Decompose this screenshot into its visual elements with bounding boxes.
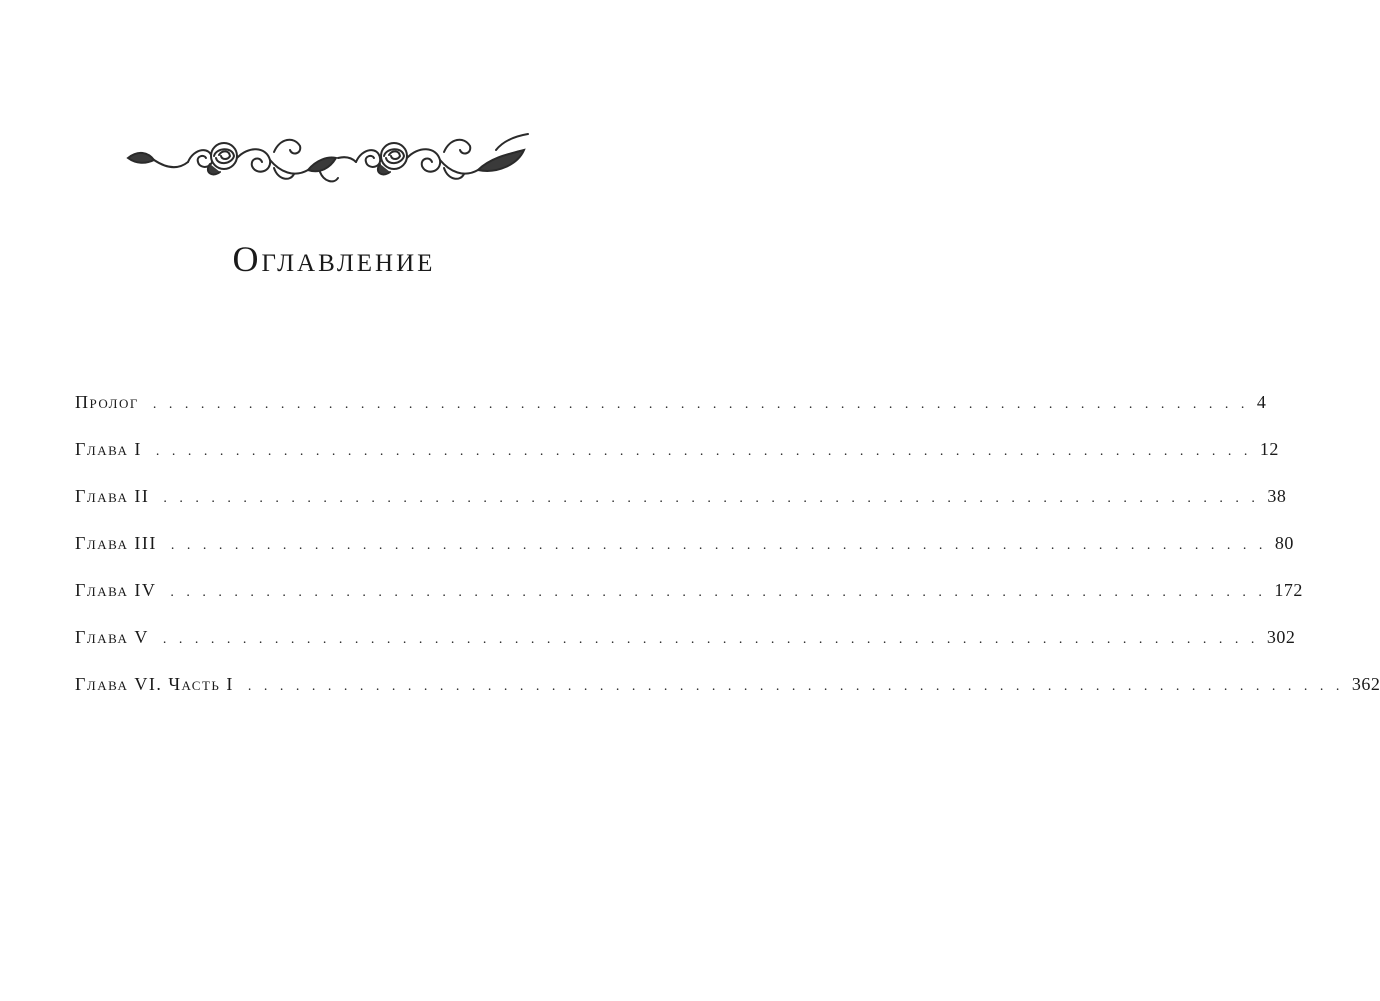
toc-entry-chapter-2[interactable] bbox=[75, 486, 1287, 533]
toc-entry-label: Глава I bbox=[75, 439, 142, 459]
toc-entry-chapter-4[interactable] bbox=[75, 580, 1303, 627]
toc-entry-label: Глава III bbox=[75, 533, 157, 553]
page-title: Оглавление bbox=[232, 239, 436, 279]
toc-dot-leader: . . . . . . . . . . . . . . . . . . . . . . . . . . . . . . . . . . . . . . . . . . . . . . . . . . . . . . . . . . . . . . . . . . . . . bbox=[152, 397, 1249, 412]
toc-entry-chapter-1[interactable] bbox=[75, 439, 1279, 486]
toc-entry-label: Глава VI. Часть I bbox=[75, 674, 234, 694]
toc-entry-chapter-5[interactable] bbox=[75, 627, 1296, 674]
toc-entry-label: Глава V bbox=[75, 627, 149, 647]
toc-entry-page: 302 bbox=[1266, 627, 1296, 647]
toc-entry-chapter-3[interactable] bbox=[75, 533, 1294, 580]
toc-entry-page: 80 bbox=[1274, 533, 1294, 553]
toc-entry-label: Глава II bbox=[75, 486, 150, 506]
toc-dot-leader: . . . . . . . . . . . . . . . . . . . . . . . . . . . . . . . . . . . . . . . . . . . . . . . . . . . . . . . . . . . . . . . . . . . . . bbox=[155, 444, 1252, 459]
toc-entry-page: 362 bbox=[1351, 674, 1380, 694]
toc-entry-prologue[interactable] bbox=[75, 392, 1267, 439]
toc-entry-page: 12 bbox=[1259, 439, 1279, 459]
toc-entry-page: 4 bbox=[1256, 392, 1267, 412]
toc-entry-page: 38 bbox=[1267, 486, 1287, 506]
toc-dot-leader: . . . . . . . . . . . . . . . . . . . . . . . . . . . . . . . . . . . . . . . . . . . . . . . . . . . . . . . . . . . . . . . . . . . . . bbox=[162, 632, 1259, 647]
toc-dot-leader: . . . . . . . . . . . . . . . . . . . . . . . . . . . . . . . . . . . . . . . . . . . . . . . . . . . . . . . . . . . . . . . . . . . . . bbox=[163, 491, 1260, 506]
toc-dot-leader: . . . . . . . . . . . . . . . . . . . . . . . . . . . . . . . . . . . . . . . . . . . . . . . . . . . . . . . . . . . . . . . . . . . . . bbox=[170, 585, 1267, 600]
toc-dot-leader: . . . . . . . . . . . . . . . . . . . . . . . . . . . . . . . . . . . . . . . . . . . . . . . . . . . . . . . . . . . . . . . . . . . . . bbox=[170, 538, 1267, 553]
toc-entry-label: Пролог bbox=[75, 392, 139, 412]
toc-entry-label: Глава IV bbox=[75, 580, 157, 600]
floral-vine-ornament-icon bbox=[124, 128, 544, 192]
table-of-contents bbox=[75, 392, 1380, 721]
toc-dot-leader: . . . . . . . . . . . . . . . . . . . . . . . . . . . . . . . . . . . . . . . . . . . . . . . . . . . . . . . . . . . . . . . . . . . . . bbox=[247, 679, 1344, 694]
toc-entry-chapter-6-part-1[interactable] bbox=[75, 674, 1380, 721]
toc-entry-page: 172 bbox=[1274, 580, 1303, 600]
